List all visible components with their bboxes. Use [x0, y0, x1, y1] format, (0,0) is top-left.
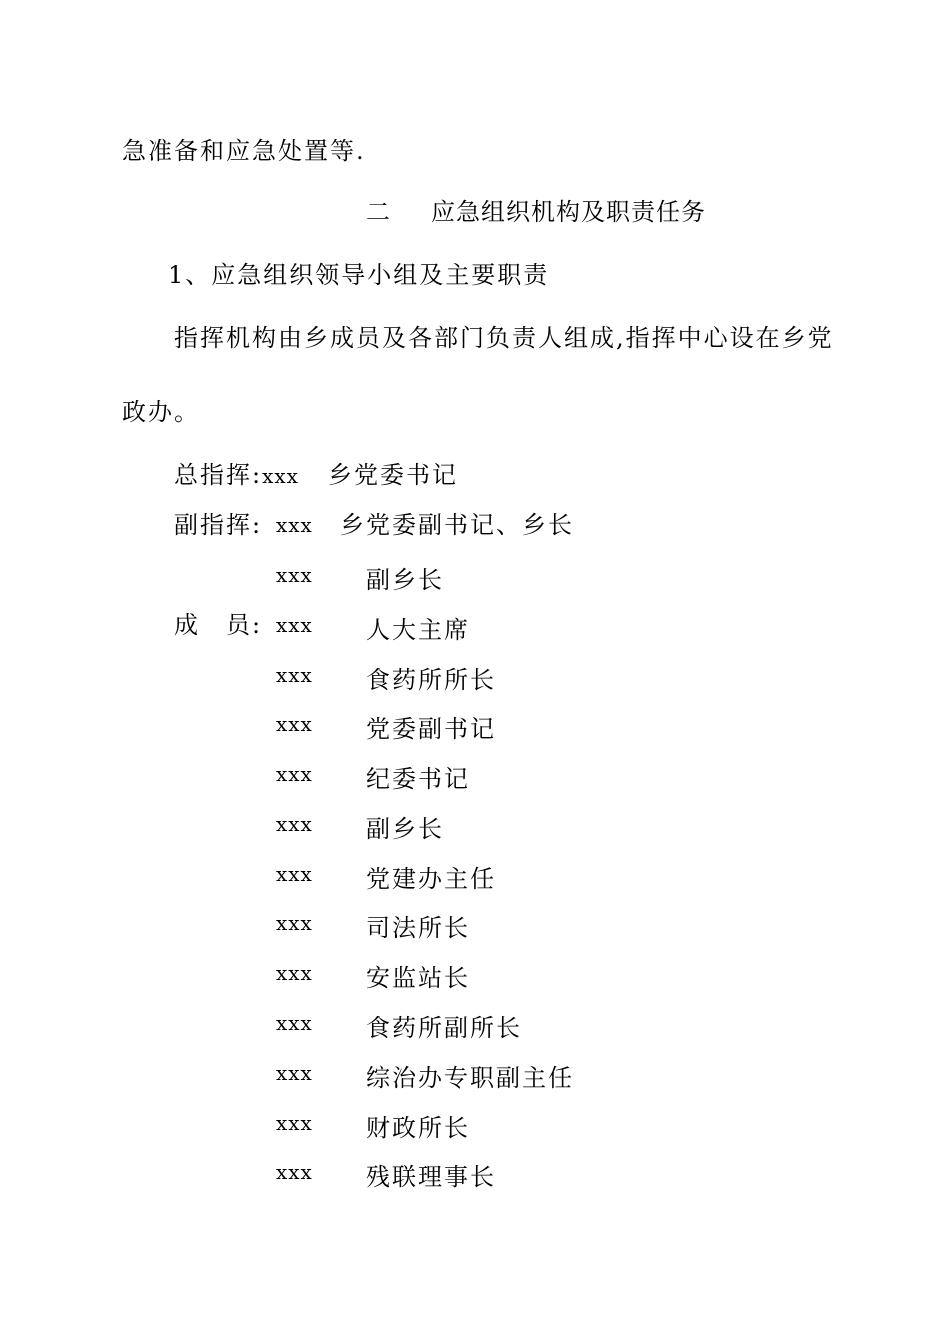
person-title: 人大主席 — [366, 616, 470, 644]
person-title: 党建办主任 — [366, 865, 496, 893]
deputy-row-2 — [0, 560, 950, 594]
person-title: 党委副书记 — [366, 715, 496, 743]
person-title: 司法所长 — [366, 914, 470, 942]
member-row — [0, 908, 950, 942]
sub-heading: 1、应急组织领导小组及主要职责 — [168, 261, 550, 289]
person-title: 综治办专职副主任 — [366, 1064, 574, 1092]
member-row — [0, 709, 950, 743]
member-row — [0, 660, 950, 694]
body-paragraph-line-1: 指挥机构由乡成员及各部门负责人组成,指挥中心设在乡党 — [174, 324, 834, 352]
person-name: xxx — [276, 1111, 313, 1135]
person-name: xxx — [276, 1160, 313, 1184]
members-role-label: 成 员: — [174, 611, 263, 639]
member-row — [0, 1157, 950, 1191]
person-name: xxx — [276, 712, 313, 736]
section-heading — [366, 197, 706, 227]
person-name: xxx — [276, 862, 313, 886]
person-name: xxx — [276, 613, 313, 637]
member-row — [0, 1008, 950, 1042]
person-name: xxx — [276, 812, 313, 836]
role-label: 总指挥: — [174, 461, 263, 489]
person-title: 纪委书记 — [366, 765, 470, 793]
person-name: xxx — [276, 1061, 313, 1085]
person-name: xxx — [276, 563, 313, 587]
person-title: 残联理事长 — [366, 1163, 496, 1191]
person-name: xxx — [276, 762, 313, 786]
person-title: 副乡长 — [366, 815, 444, 843]
deputy-title: 乡党委副书记、乡长 — [340, 511, 574, 539]
person-name: xxx — [276, 911, 313, 935]
member-row — [0, 759, 950, 793]
person-title: 财政所长 — [366, 1114, 470, 1142]
member-row — [0, 859, 950, 893]
person-title: 副乡长 — [366, 566, 444, 594]
deputy-role-label: 副指挥: — [174, 511, 263, 539]
person-name: xxx — [276, 961, 313, 985]
section-number: 二 — [366, 198, 391, 226]
section-title: 应急组织机构及职责任务 — [431, 198, 706, 226]
body-paragraph-line-2: 政办。 — [122, 398, 200, 426]
member-row — [0, 1058, 950, 1092]
member-row — [0, 1108, 950, 1142]
person-title: 安监站长 — [366, 964, 470, 992]
commander-role-label — [174, 460, 299, 491]
person-name: xxx — [276, 1011, 313, 1035]
person-title: 食药所副所长 — [366, 1014, 522, 1042]
person-title: 食药所所长 — [366, 666, 496, 694]
commander-title: 乡党委书记 — [328, 461, 458, 489]
member-row — [0, 958, 950, 992]
intro-tail-text: 急准备和应急处置等. — [122, 137, 366, 165]
member-row — [0, 809, 950, 843]
person-name: xxx — [276, 513, 313, 537]
member-row — [0, 610, 950, 644]
person-name: xxx — [276, 663, 313, 687]
deputy-row — [0, 510, 950, 540]
commander-row — [0, 460, 950, 490]
person-name: xxx — [262, 464, 299, 488]
